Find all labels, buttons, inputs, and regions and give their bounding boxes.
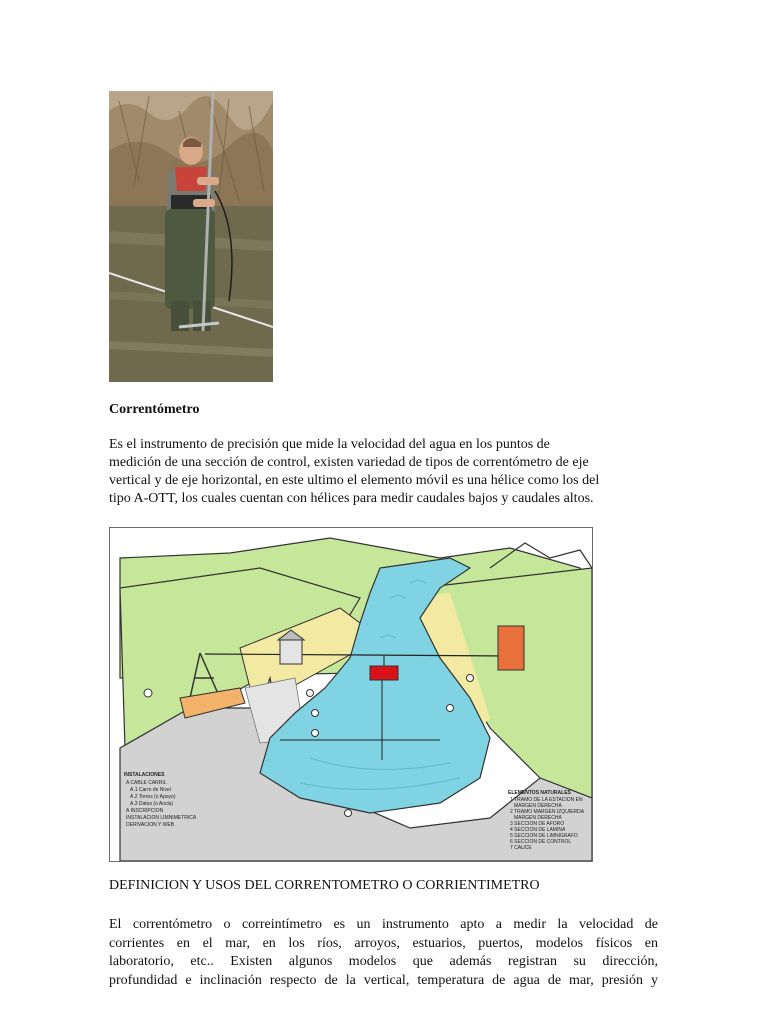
paragraph-line: corrientes en el mar, en los ríos, arroyos, estuarios, puertos, modelos físicos en [109,935,658,951]
legend-line: INSTALACION LIMNIMETRICA [126,815,197,821]
legend-line: 3 SECCION DE AFORO [510,821,565,827]
paragraph-line: El correntómetro o correintímetro es un instrumento apto a medir la velocidad de [109,917,658,932]
legend-line: 6 SECCION DE CONTROL [510,839,572,845]
legend-line: 7 CAUCE [510,845,532,851]
legend-line: 4 SECCION DE LAMINA [510,827,566,833]
gauging-station-illustration [110,528,592,861]
legend-title: ELEMENTOS NATURALES [508,790,571,796]
paragraph-line: tipo A-OTT, los cuales cuentan con hélices para medir caudales bajos y caudales altos. [109,491,594,506]
legend-line: A.1 Carro de Nivel [130,787,171,793]
legend-line: A.2 Torres (o Apoyo) [130,794,176,800]
legend-line: A INSCRIPCION [126,808,164,814]
gauging-station-diagram [109,527,593,862]
gauge-house [280,638,302,664]
instrument-heading: Correntómetro [109,402,200,417]
paragraph-line: laboratorio, etc.. Existen algunos modelos que además registran su dirección, [109,954,658,969]
paragraph-line: medición de una sección de control, existen variedad de tipos de correntómetro de eje [109,455,589,470]
paragraph-line: Es el instrumento de precisión que mide la velocidad del agua en los puntos de [109,437,550,452]
legend-line: 1 TRAMO DE LA ESTACION EN [510,797,583,803]
paragraph-line: profundidad e inclinación respecto de la vertical, temperatura de agua de mar, presión y [109,972,658,988]
legend-line: MARGEN DERECHA [514,803,562,809]
legend-line: MARGEN DERECHA [514,815,562,821]
anchor-box [498,626,524,670]
legend-line: 5 SECCION DE LIMNIGRAFO [510,833,578,839]
section-title: DEFINICION Y USOS DEL CORRENTOMETRO O CORRIENTIMETRO [109,878,540,893]
legend-line: DERIVACION Y WEB [126,822,175,828]
paragraph-line: vertical y de eje horizontal, en este ultimo el elemento móvil es una hélice como los del [109,473,600,488]
instrument-description [109,436,661,508]
field-photo [109,91,273,382]
cable-car [370,666,398,680]
definition-paragraph [109,916,658,990]
legend-line: A CABLE CARRIL [126,780,167,786]
legend-line: 2 TRAMO MARGEN IZQUIERDA [510,809,585,815]
person-measuring-river-photo [109,91,273,382]
legend-title: INSTALACIONES [124,772,165,778]
legend-line: A.3 Datos (o Ancla) [130,801,174,807]
